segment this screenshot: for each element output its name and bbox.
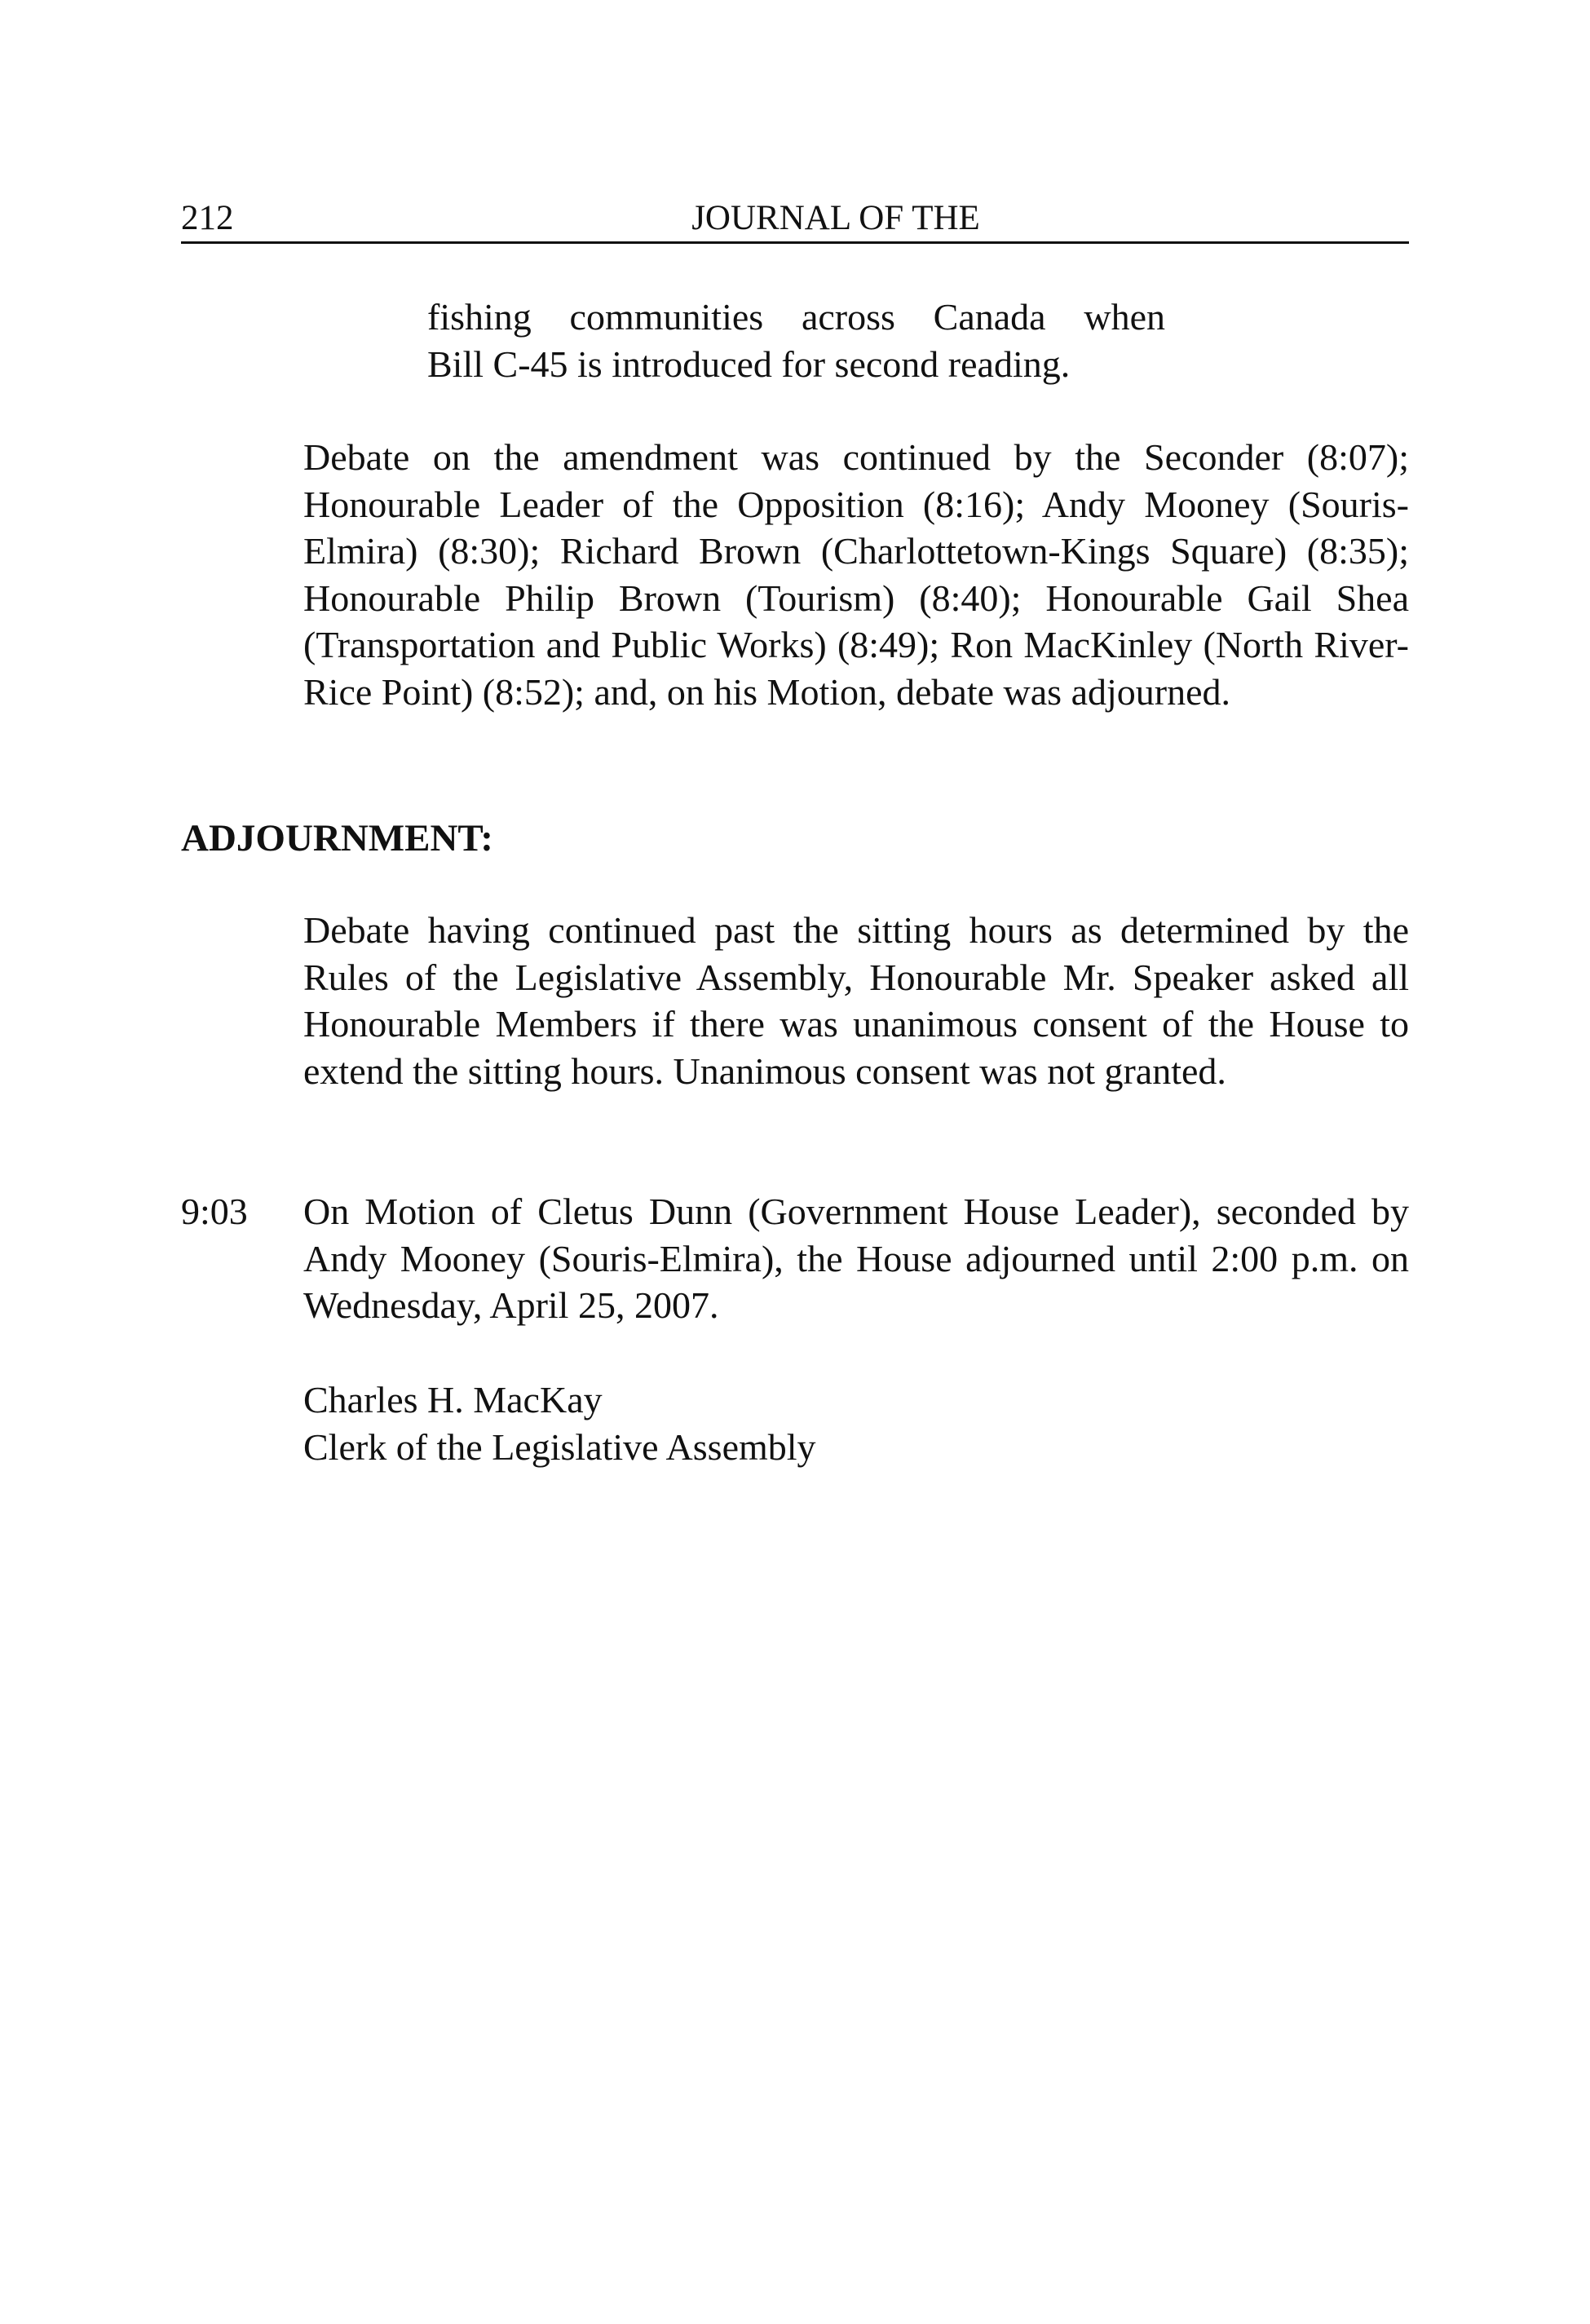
adjournment-paragraph: Debate having continued past the sitting hours as determined by the Rules of the Legislative Assembly, Honourable Mr. Speaker asked all Honourable Members if there was unanimous consent of the House to extend the sitting hours. Unanimous consent was not granted. — [303, 909, 1409, 1092]
continuation-line-2: Bill C-45 is introduced for second reading. — [427, 342, 1071, 385]
continuation-line-1: fishing communities across Canada when — [427, 296, 1165, 338]
signature-block — [303, 1376, 816, 1470]
motion-paragraph: On Motion of Cletus Dunn (Government House Leader), seconded by Andy Mooney (Souris-Elmira), the House adjourned until 2:00 p.m. on Wednesday, April 25, 2007. — [303, 1191, 1409, 1326]
amendment-continuation — [427, 294, 1165, 387]
page-number: 212 — [181, 199, 234, 237]
signatory-title: Clerk of the Legislative Assembly — [303, 1425, 816, 1468]
running-head: JOURNAL OF THE — [691, 199, 980, 237]
debate-paragraph: Debate on the amendment was continued by the Seconder (8:07); Honourable Leader of the Opposition (8:16); Andy Mooney (Souris-Elmira) (8:30); Richard Brown (Charlottetown-Kings Square) (8:35); Honourable Philip Brown (Tourism) (8:40); Honourable Gail Shea (Transportation and Public Works) (8:49); Ron MacKinley (North River-Rice Point) (8:52); and, on his Motion, debate was adjourned. — [303, 436, 1409, 713]
adjournment-heading: ADJOURNMENT: — [181, 817, 493, 859]
page-header — [181, 196, 1409, 244]
signatory-name: Charles H. MacKay — [303, 1379, 603, 1420]
motion-time: 9:03 — [181, 1191, 248, 1232]
